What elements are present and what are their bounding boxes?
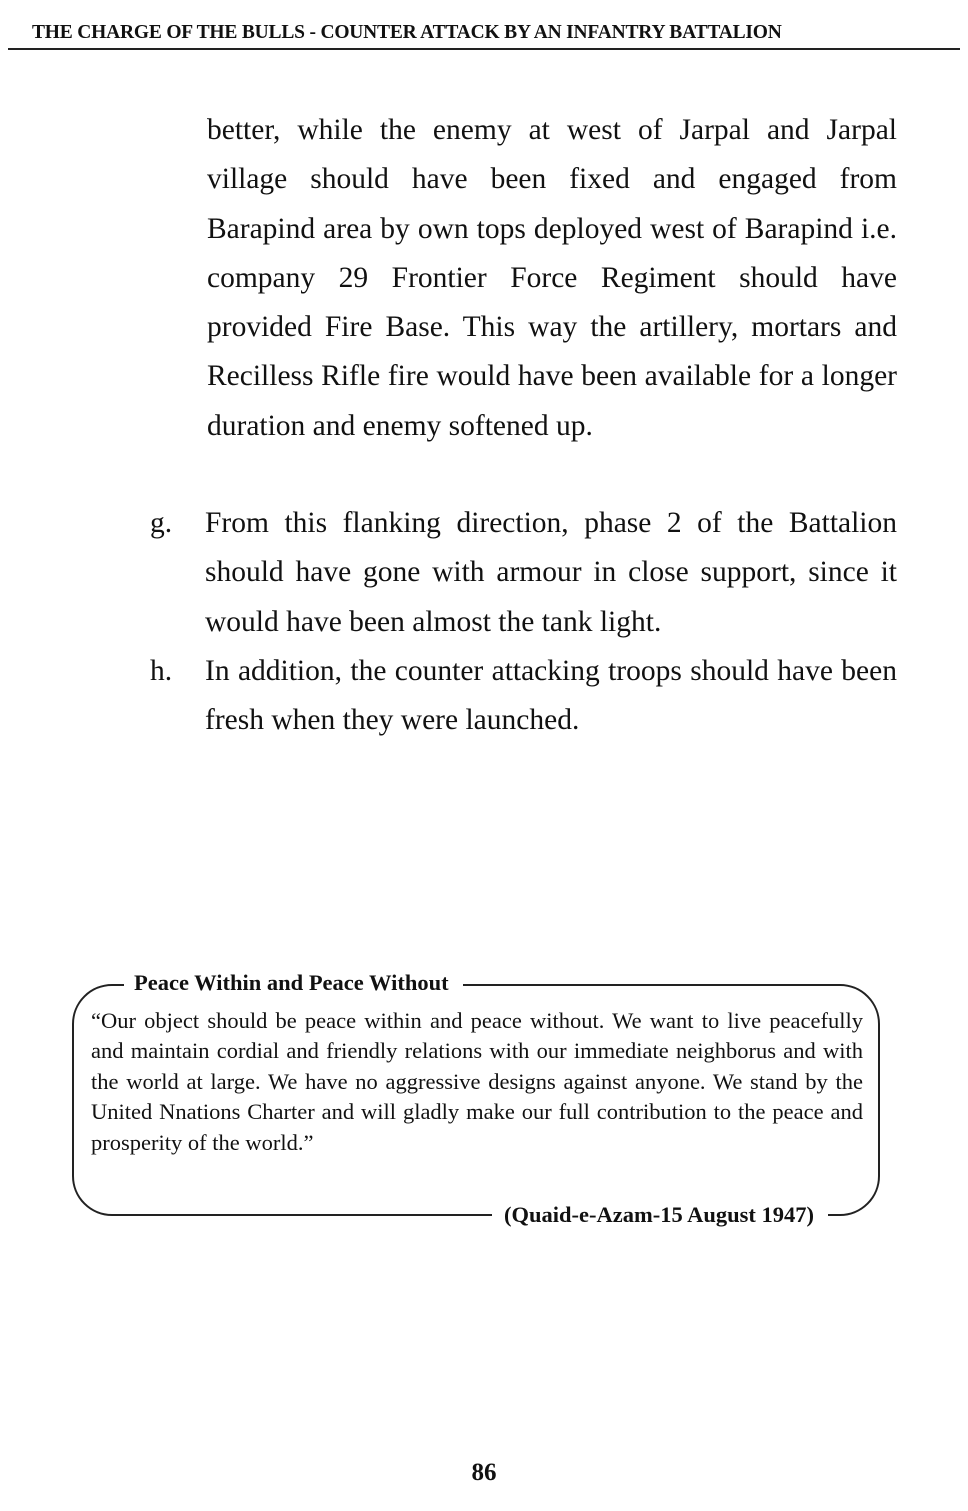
quote-attribution: (Quaid-e-Azam-15 August 1947) — [492, 1198, 828, 1232]
list-text-g: From this flanking direction, phase 2 of the Battalion should have gone with armour in close support, since it would have been almost the tank light. — [205, 507, 897, 638]
list-marker-g: g. — [150, 507, 173, 539]
page-number: 86 — [471, 1459, 497, 1486]
quote-text: “Our object should be peace within and peace without. We want to live peacefully and maintain cordial and friendly relations with our immediate neighborus and with the world at large. We have no aggressive designs against anyone. We stand by the United Nnations Charter and will gladly make our full contribution to the peace and prosperity of the world.” — [91, 1008, 863, 1155]
running-header: THE CHARGE OF THE BULLS - COUNTER ATTACK BY AN INFANTRY BATTALION — [32, 22, 782, 43]
list-text-h: In addition, the counter attacking troops should have been fresh when they were launched. — [205, 654, 897, 737]
list-marker-h: h. — [150, 654, 173, 687]
header-rule — [8, 48, 960, 50]
quote-title: Peace Within and Peace Without — [124, 966, 463, 1000]
lettered-list — [150, 499, 897, 745]
list-item-g — [150, 499, 897, 647]
list-item-h — [150, 647, 897, 746]
continuation-paragraph: better, while the enemy at west of Jarpal and Jarpal village should have been fixed and engaged from Barapind area by own tops deployed west of Barapind i.e. company 29 Frontier Force Regiment should have provided Fire Base. This way the artillery, mortars and Recilless Rifle fire would have been available for a longer duration and enemy softened up. — [207, 114, 897, 442]
